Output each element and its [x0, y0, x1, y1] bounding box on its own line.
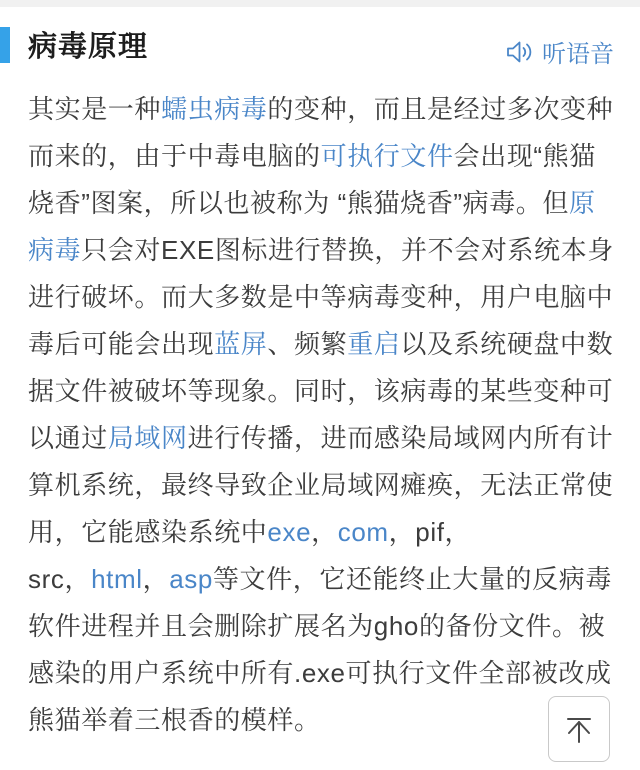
- text-segment: 而来的，由于中毒电脑的: [28, 141, 321, 171]
- text-line: [28, 274, 618, 321]
- text-line: [28, 697, 618, 744]
- text-line: [28, 462, 618, 509]
- text-segment: ，pif，: [388, 517, 472, 547]
- text-segment: 、频繁: [267, 329, 348, 359]
- text-segment: src，: [28, 564, 92, 594]
- text-line: [28, 321, 618, 368]
- text-line: [28, 650, 618, 697]
- text-segment: 烧香”图案，所以也被称为 “熊猫烧香”病毒。但: [28, 188, 569, 218]
- accent-bar: [0, 27, 10, 63]
- text-segment: 据文件被破坏等现象。同时，该病毒的某些变种可: [28, 376, 614, 406]
- inline-link[interactable]: 重启: [347, 329, 401, 359]
- text-segment: ，: [311, 517, 338, 547]
- inline-link[interactable]: asp: [169, 564, 213, 594]
- article-body: [28, 86, 618, 744]
- text-segment: 算机系统，最终导致企业局域网瘫痪，无法正常使: [28, 470, 614, 500]
- speaker-icon: [506, 39, 534, 65]
- arrow-to-top-icon: [560, 711, 598, 747]
- text-segment: 的变种，而且是经过多次变种: [267, 94, 614, 124]
- inline-link[interactable]: com: [337, 517, 389, 547]
- text-segment: ，: [142, 564, 170, 594]
- inline-link[interactable]: 可执行文件: [320, 141, 454, 171]
- text-line: [28, 133, 618, 180]
- text-segment: 软件进程并且会删除扩展名为gho的备份文件。被: [28, 611, 606, 641]
- inline-link[interactable]: 局域网: [107, 423, 188, 453]
- text-line: [28, 509, 618, 556]
- text-segment: 用，它能感染系统中: [28, 517, 268, 547]
- text-segment: 会出现“熊猫: [453, 141, 596, 171]
- text-segment: 以通过: [28, 423, 108, 453]
- back-to-top-button[interactable]: [548, 696, 610, 762]
- text-line: [28, 556, 618, 603]
- text-segment: 熊猫举着三根香的模样。: [28, 705, 321, 735]
- text-segment: 感染的用户系统中所有.exe可执行文件全部被改成: [28, 658, 612, 688]
- text-segment: 以及系统硬盘中数: [400, 329, 614, 359]
- article-lines: [28, 86, 618, 744]
- listen-voice-label: 听语音: [542, 41, 614, 68]
- inline-link[interactable]: 病毒: [28, 235, 82, 265]
- inline-link[interactable]: 蠕虫病毒: [161, 94, 268, 124]
- listen-voice-button[interactable]: [506, 34, 614, 69]
- text-segment: 毒后可能会出现: [28, 329, 215, 359]
- text-line: [28, 368, 618, 415]
- inline-link[interactable]: exe: [267, 517, 312, 547]
- text-segment: 只会对EXE图标进行替换，并不会对系统本身: [81, 235, 614, 265]
- inline-link[interactable]: 原: [569, 188, 596, 218]
- text-segment: 其实是一种: [28, 94, 162, 124]
- text-line: [28, 86, 618, 133]
- text-line: [28, 227, 618, 274]
- text-line: [28, 415, 618, 462]
- section-header: [0, 0, 640, 84]
- text-segment: 进行破坏。而大多数是中等病毒变种，用户电脑中: [28, 282, 614, 312]
- text-line: [28, 603, 618, 650]
- text-segment: 进行传播，进而感染局域网内所有计: [187, 423, 614, 453]
- text-line: [28, 180, 618, 227]
- inline-link[interactable]: html: [91, 564, 143, 594]
- text-segment: 等文件，它还能终止大量的反病毒: [212, 564, 612, 594]
- section-title: 病毒原理: [28, 31, 149, 63]
- inline-link[interactable]: 蓝屏: [214, 329, 268, 359]
